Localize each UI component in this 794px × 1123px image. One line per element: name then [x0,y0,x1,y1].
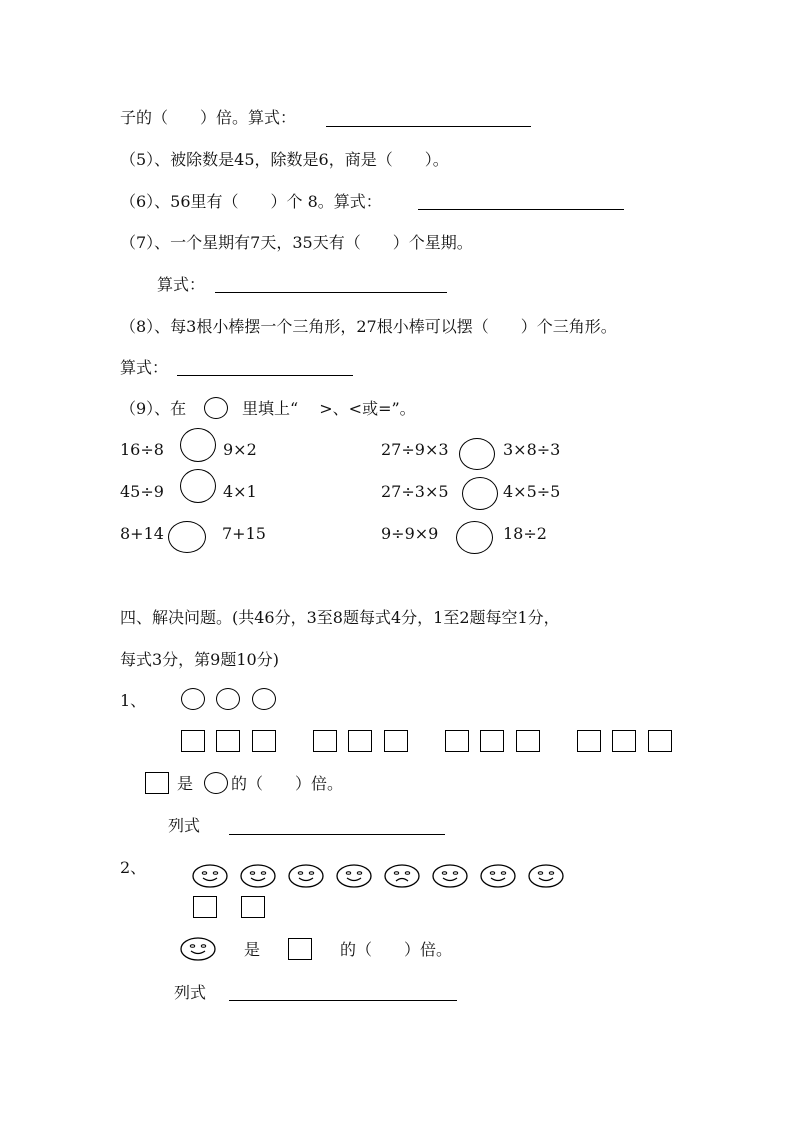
q6-text: （6）、56里有（ ）个 8。算式： [120,192,382,211]
smiley-face-icon [180,937,216,961]
square-icon [516,730,540,752]
compare-right: 4×5÷5 [503,482,561,501]
q4-tail-text: 子的（ ）倍。算式： [120,108,297,127]
problem1-of: 的（ ）倍。 [231,774,344,793]
compare-answer-circle[interactable] [180,428,216,462]
square-icon [612,730,636,752]
compare-left: 8+14 [120,524,164,543]
square-icon [480,730,504,752]
compare-answer-circle[interactable] [462,477,498,510]
square-icon [216,730,240,752]
q6-formula-line[interactable] [418,209,624,210]
problem1-formula-line[interactable] [229,834,445,835]
square-icon [193,896,217,918]
problem2-number: 2、 [120,858,147,877]
square-icon [445,730,469,752]
problem2-formula-line[interactable] [229,1000,457,1001]
smiley-face-icon [480,864,516,888]
smiley-face-icon [528,864,564,888]
compare-right: 3×8÷3 [503,440,561,459]
section4-heading-line1: 四、解决问题。(共46分，3至8题每式4分，1至2题每空1分， [120,608,560,627]
compare-answer-circle[interactable] [180,469,216,503]
q9-text-after: 里填上“ >、<或=”。 [242,399,416,418]
compare-left: 9÷9×9 [381,524,439,543]
compare-answer-circle[interactable] [456,521,493,554]
square-icon [348,730,372,752]
square-icon [577,730,601,752]
problem2-formula-label: 列式 [174,983,207,1002]
q7-formula-label: 算式： [157,275,206,294]
smiley-face-icon [192,864,228,888]
smiley-face-icon [336,864,372,888]
q8-formula-label: 算式： [120,358,169,377]
square-icon [241,896,265,918]
q9-text-before: （9）、在 [120,399,187,418]
smiley-face-icon [432,864,468,888]
compare-left: 27÷3×5 [381,482,449,501]
square-icon [288,938,312,960]
compare-right: 7+15 [222,524,266,543]
section4-heading-line2: 每式3分，第9题10分) [120,650,279,669]
q5-text: （5）、被除数是45，除数是6，商是（ ）。 [120,150,449,169]
q8-text: （8）、每3根小棒摆一个三角形，27根小棒可以摆（ ）个三角形。 [120,317,617,336]
square-icon [384,730,408,752]
problem2-is: 是 [244,940,261,959]
circle-icon [204,772,228,794]
q9-instruction-circle-icon [204,397,228,419]
square-icon [313,730,337,752]
q7-text: （7）、一个星期有7天，35天有（ ）个星期。 [120,233,473,252]
compare-right: 9×2 [223,440,257,459]
square-icon [648,730,672,752]
problem1-formula-label: 列式 [168,816,201,835]
compare-right: 18÷2 [503,524,547,543]
circle-icon [216,688,240,710]
frowning-face-icon [384,864,420,888]
q4-formula-line[interactable] [326,126,531,127]
compare-right: 4×1 [223,482,257,501]
circle-icon [252,688,276,710]
smiley-face-icon [288,864,324,888]
square-icon [252,730,276,752]
problem1-number: 1、 [120,691,147,710]
compare-left: 45÷9 [120,482,164,501]
square-icon [145,772,169,794]
q7-formula-line[interactable] [215,292,447,293]
square-icon [181,730,205,752]
compare-answer-circle[interactable] [459,438,495,470]
q8-formula-line[interactable] [177,375,353,376]
circle-icon [181,688,205,710]
smiley-face-icon [240,864,276,888]
problem1-is: 是 [177,774,194,793]
compare-left: 27÷9×3 [381,440,449,459]
problem2-of: 的（ ）倍。 [340,940,453,959]
compare-left: 16÷8 [120,440,164,459]
compare-answer-circle[interactable] [168,521,206,553]
